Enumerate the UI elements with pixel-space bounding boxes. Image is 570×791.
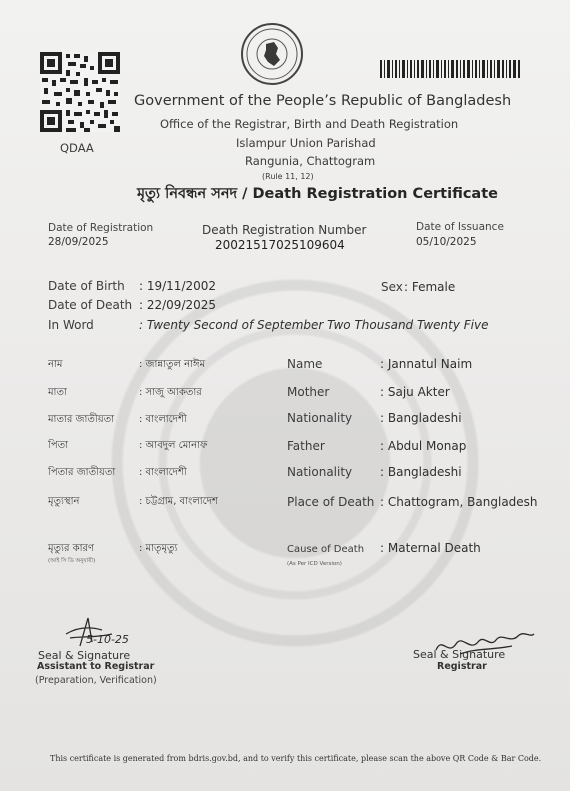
en-father-nationality-label: Nationality <box>287 465 353 479</box>
date-of-issuance-label: Date of Issuance <box>416 221 504 233</box>
en-name-label: Name <box>287 357 323 371</box>
footer-note: This certificate is generated from bdris.gov.bd, and to verify this certificate, please scan the above QR Code & Bar Code. <box>50 754 542 763</box>
location-heading: Rangunia, Chattogram <box>245 154 376 168</box>
bn-mother-nationality-label: মাতার জাতীয়তা <box>48 414 115 425</box>
qr-caption: QDAA <box>60 141 94 155</box>
date-of-registration-label: Date of Registration <box>48 222 154 234</box>
assistant-handwritten-date: 5-10-25 <box>86 633 129 646</box>
parishad-heading: Islampur Union Parishad <box>236 136 376 150</box>
government-seal <box>240 22 304 86</box>
en-place-of-death-value: : Chattogram, Bangladesh <box>380 495 538 509</box>
registrar-seal-label: Seal & Signature <box>413 648 506 661</box>
en-name-value: : Jannatul Naim <box>380 357 473 371</box>
en-mother-value: : Saju Akter <box>380 385 450 399</box>
qr-code[interactable] <box>40 52 120 132</box>
government-heading: Government of the People’s Republic of Bangladesh <box>134 93 512 109</box>
barcode[interactable] <box>380 60 520 78</box>
certificate-title <box>137 183 498 207</box>
en-father-nationality-value: : Bangladeshi <box>380 465 462 479</box>
in-word-value: : Twenty Second of September Two Thousand Twenty Five <box>139 318 489 332</box>
in-word-label: In Word <box>48 318 94 332</box>
registration-number-label: Death Registration Number <box>202 223 367 237</box>
en-mother-nationality-label: Nationality <box>287 411 353 425</box>
assistant-seal-label: Seal & Signature <box>38 649 131 662</box>
bn-father-nationality-value: : বাংলাদেশী <box>139 467 187 478</box>
bn-cause-of-death-label: মৃত্যুর কারণ <box>48 543 95 554</box>
bn-name-value: : জান্নাতুল নাঈম <box>139 359 206 370</box>
en-mother-nationality-value: : Bangladeshi <box>380 411 462 425</box>
title-en: Death Registration Certificate <box>252 186 498 202</box>
date-of-birth-value: : 19/11/2002 <box>139 279 217 293</box>
registration-number-value: 20021517025109604 <box>215 238 345 252</box>
sex-label: Sex <box>381 280 403 294</box>
bn-mother-nationality-value: : বাংলাদেশী <box>139 414 187 425</box>
bn-father-nationality-label: পিতার জাতীয়তা <box>48 467 116 478</box>
date-of-birth-label: Date of Birth <box>48 279 125 293</box>
registrar-role: Registrar <box>437 661 487 672</box>
office-heading: Office of the Registrar, Birth and Death Registration <box>160 117 459 131</box>
en-place-of-death-label: Place of Death <box>287 495 375 509</box>
date-of-death-label: Date of Death <box>48 298 133 312</box>
rule-heading: (Rule 11, 12) <box>262 172 314 181</box>
title-separator: / <box>237 186 253 202</box>
en-cause-of-death-value: : Maternal Death <box>380 541 481 555</box>
bn-mother-label: মাতা <box>48 387 67 398</box>
date-of-issuance-value: 05/10/2025 <box>416 236 477 248</box>
assistant-role-sub: (Preparation, Verification) <box>35 675 157 686</box>
assistant-signature-mark <box>62 612 122 652</box>
en-father-value: : Abdul Monap <box>380 439 467 453</box>
bn-father-value: : আবদুল মোনাফ <box>139 440 208 451</box>
en-cause-note: (As Per ICD Version) <box>287 561 342 567</box>
sex-value: : Female <box>404 280 456 294</box>
bn-cause-note: (আই সি ডি অনুযায়ী) <box>48 558 96 564</box>
bn-father-label: পিতা <box>48 440 69 451</box>
bn-mother-value: : সাজু আকতার <box>139 387 202 398</box>
date-of-registration-value: 28/09/2025 <box>48 236 109 248</box>
en-father-label: Father <box>287 439 325 453</box>
title-bn: মৃত্যু নিবন্ধন সনদ <box>137 186 238 202</box>
date-of-death-value: : 22/09/2025 <box>139 298 217 312</box>
bn-cause-of-death-value: : মাতৃমৃত্যু <box>139 543 178 554</box>
bn-place-of-death-label: মৃত্যুস্থান <box>48 496 80 507</box>
en-mother-label: Mother <box>287 385 330 399</box>
assistant-role: Assistant to Registrar <box>37 661 155 672</box>
bn-place-of-death-value: : চট্টগ্রাম, বাংলাদেশ <box>139 496 218 507</box>
en-cause-of-death-label: Cause of Death <box>287 544 365 555</box>
bn-name-label: নাম <box>48 359 63 370</box>
